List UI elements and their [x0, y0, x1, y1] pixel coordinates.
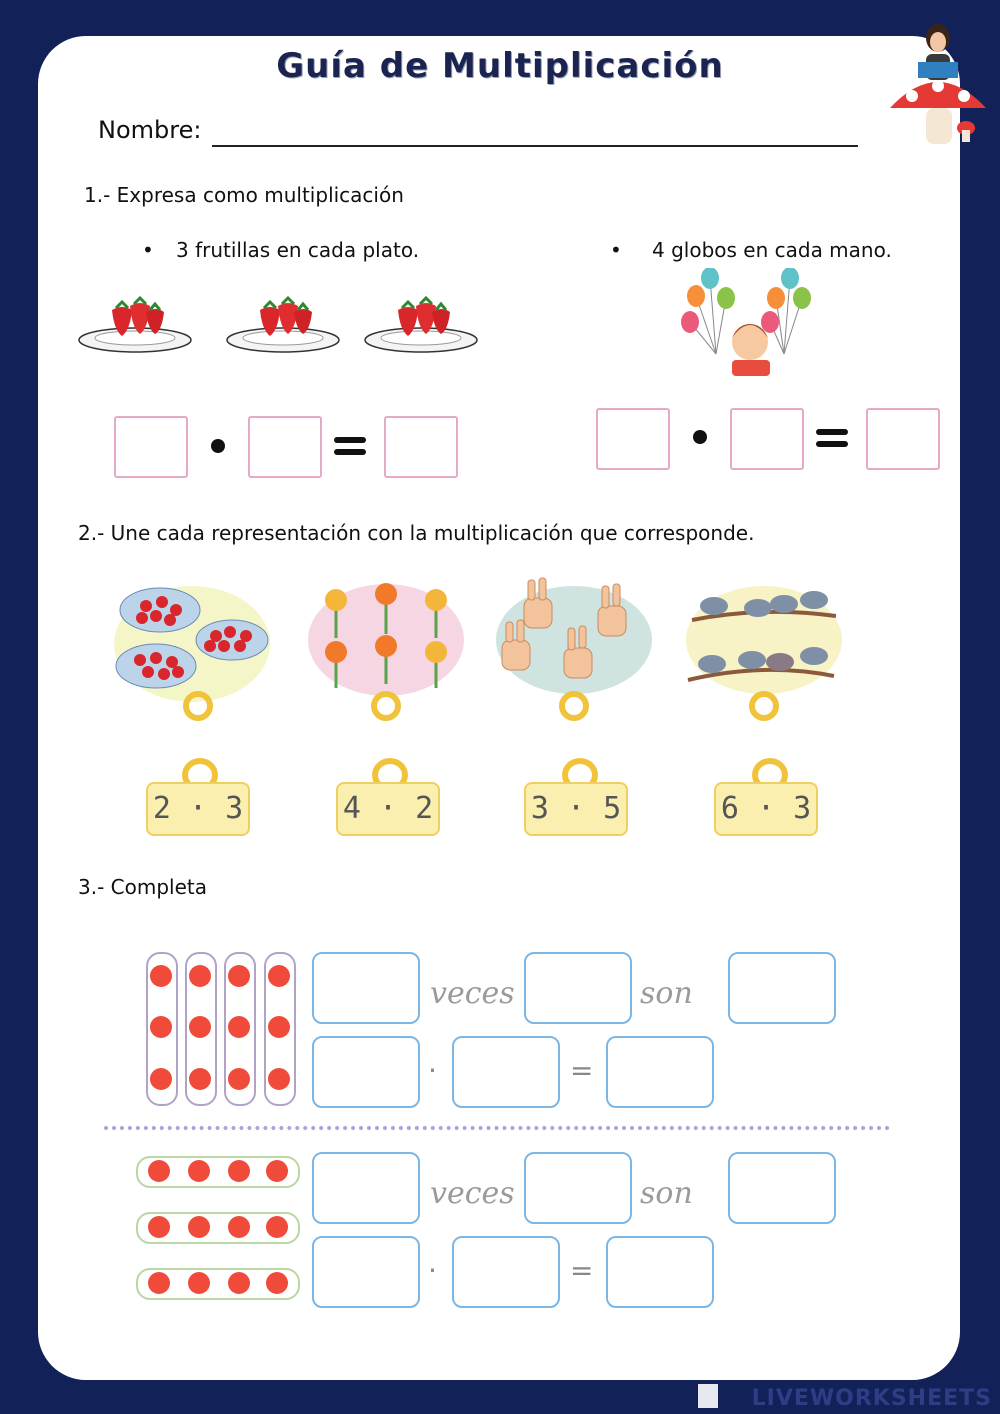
q1-right-result-box[interactable] [866, 408, 940, 470]
red-dot [148, 1216, 170, 1238]
red-dot [228, 1068, 250, 1090]
q1-right-bullet: 4 globos en cada mano. [652, 238, 892, 262]
red-dot [189, 965, 211, 987]
red-dot [188, 1216, 210, 1238]
liveworksheets-watermark: LIVEWORKSHEETS [751, 1386, 992, 1411]
red-dot [228, 1216, 250, 1238]
q1-right-factor1-box[interactable] [596, 408, 670, 470]
tag-3x5-label: 3 · 5 [530, 791, 622, 826]
red-dot [228, 1272, 250, 1294]
mushroom-reader-illustration [888, 16, 992, 150]
boy-with-balloons-illustration [680, 268, 820, 376]
page-title: Guía de Multiplicación [276, 46, 724, 86]
red-dot [188, 1160, 210, 1182]
equals-icon [334, 437, 366, 461]
red-dot [266, 1272, 288, 1294]
liveworksheets-logo-icon [698, 1384, 718, 1408]
q3b-son-word: son [640, 1176, 693, 1211]
equals-icon [816, 429, 848, 453]
red-dot [268, 1068, 290, 1090]
q3a-times-box[interactable] [312, 952, 420, 1024]
q1-left-bullet-mark: • [142, 238, 154, 262]
q1-left-result-box[interactable] [384, 416, 458, 478]
red-dot [268, 965, 290, 987]
tag-4x2-label: 4 · 2 [342, 791, 434, 826]
red-dot [266, 1160, 288, 1182]
name-input-line[interactable] [212, 145, 858, 147]
q1-left-factor2-box[interactable] [248, 416, 322, 478]
q3b-product-box[interactable] [606, 1236, 714, 1308]
tag-6x3-label: 6 · 3 [720, 791, 812, 826]
q3a-dot-symbol: · [428, 1054, 437, 1087]
red-dot [150, 965, 172, 987]
red-dot [228, 1016, 250, 1038]
q3b-factor1-box[interactable] [312, 1236, 420, 1308]
q3b-total-box[interactable] [728, 1152, 836, 1224]
q1-left-factor1-box[interactable] [114, 416, 188, 478]
cherry-plates-picture[interactable] [112, 574, 282, 724]
hands-picture[interactable] [494, 576, 654, 724]
q3b-group-size-box[interactable] [524, 1152, 632, 1224]
red-dot [150, 1016, 172, 1038]
red-dot [150, 1068, 172, 1090]
red-dot [228, 1160, 250, 1182]
red-dot [189, 1016, 211, 1038]
q3b-veces-word: veces [430, 1176, 515, 1211]
q3a-group-size-box[interactable] [524, 952, 632, 1024]
q3b-times-box[interactable] [312, 1152, 420, 1224]
pigeons-picture[interactable] [684, 576, 844, 724]
red-dot [228, 965, 250, 987]
red-dot [148, 1272, 170, 1294]
q3a-equals-symbol: = [570, 1054, 594, 1087]
q3a-product-box[interactable] [606, 1036, 714, 1108]
multiply-dot-icon [693, 430, 707, 444]
q3a-factor2-box[interactable] [452, 1036, 560, 1108]
q3a-factor1-box[interactable] [312, 1036, 420, 1108]
q3a-veces-word: veces [430, 976, 515, 1011]
red-dot [268, 1016, 290, 1038]
red-dot [188, 1272, 210, 1294]
q3a-son-word: son [640, 976, 693, 1011]
q1-left-bullet: 3 frutillas en cada plato. [176, 238, 420, 262]
q1-right-factor2-box[interactable] [730, 408, 804, 470]
strawberry-plates-illustration [78, 288, 480, 358]
red-dot [148, 1160, 170, 1182]
red-dot [189, 1068, 211, 1090]
name-label: Nombre: [98, 116, 202, 144]
tag-2x3-label: 2 · 3 [152, 791, 244, 826]
q3a-total-box[interactable] [728, 952, 836, 1024]
q3b-dot-symbol: · [428, 1254, 437, 1287]
flowers-picture[interactable] [306, 574, 466, 724]
red-dot [266, 1216, 288, 1238]
q2-heading: 2.- Une cada representación con la multiplicación que corresponde. [78, 521, 755, 545]
dotted-divider [104, 1126, 890, 1130]
q3-heading: 3.- Completa [78, 875, 207, 899]
multiply-dot-icon [211, 439, 225, 453]
q3b-equals-symbol: = [570, 1254, 594, 1287]
q1-heading: 1.- Expresa como multiplicación [84, 183, 404, 207]
q1-right-bullet-mark: • [610, 238, 622, 262]
q3b-factor2-box[interactable] [452, 1236, 560, 1308]
